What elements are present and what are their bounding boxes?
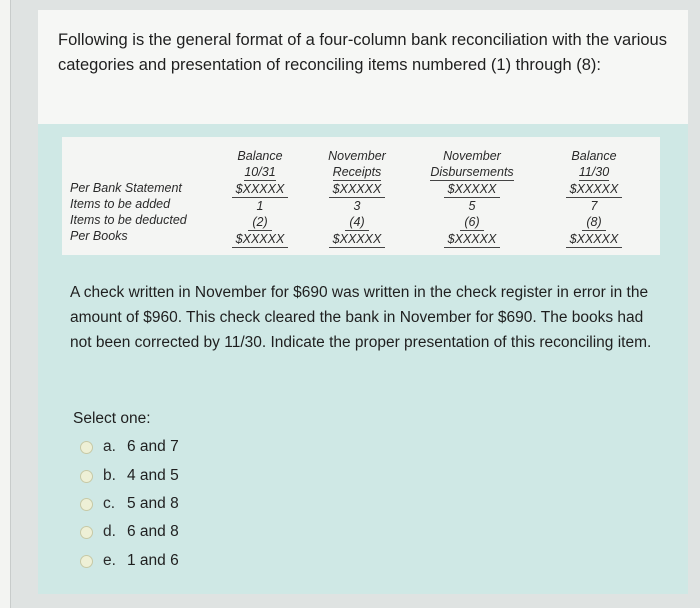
option-letter: e. — [103, 552, 116, 569]
option-letter: a. — [103, 438, 116, 455]
row-label-added: Items to be added — [70, 197, 171, 211]
option-letter: b. — [103, 467, 116, 484]
cell-value: $XXXXX — [232, 231, 289, 248]
col-subheader: Disbursements — [430, 165, 514, 179]
cell-value: (4) — [345, 214, 368, 231]
column-balance-1031 — [220, 148, 300, 248]
row-label-bank: Per Bank Statement — [70, 181, 182, 195]
cell-value: (8) — [582, 214, 605, 231]
option-d[interactable] — [80, 521, 179, 543]
cell-value: 5 — [468, 199, 476, 213]
row-label-deducted: Items to be deducted — [70, 213, 187, 227]
option-a[interactable] — [80, 436, 179, 458]
cell-value: $XXXXX — [566, 181, 623, 198]
row-label-books: Per Books — [70, 229, 128, 243]
option-text: 6 and 8 — [127, 523, 179, 540]
cell-value: $XXXXX — [566, 231, 623, 248]
cell-value: $XXXXX — [444, 181, 501, 198]
option-c[interactable] — [80, 493, 179, 515]
option-text: 1 and 6 — [127, 552, 179, 569]
col-header: Balance — [571, 149, 617, 163]
column-balance-1130 — [552, 148, 636, 248]
cell-value: 3 — [353, 199, 361, 213]
cell-value: $XXXXX — [329, 181, 386, 198]
cell-value: $XXXXX — [444, 231, 501, 248]
radio-button[interactable] — [80, 498, 93, 511]
option-text: 4 and 5 — [127, 467, 179, 484]
cell-value: (2) — [248, 214, 271, 231]
option-e[interactable] — [80, 550, 179, 572]
question-text: Following is the general format of a four-column bank reconciliation with the various categories and presentation of reconciling items numbered (1) through (8): — [58, 31, 667, 74]
col-subheader: 11/30 — [578, 165, 610, 179]
cell-value: (6) — [460, 214, 483, 231]
column-nov-disbursements — [414, 148, 530, 248]
radio-button[interactable] — [80, 470, 93, 483]
select-one-label: Select one: — [73, 410, 151, 427]
option-text: 6 and 7 — [127, 438, 179, 455]
cell-value: $XXXXX — [232, 181, 289, 198]
option-letter: c. — [103, 495, 116, 512]
radio-button[interactable] — [80, 526, 93, 539]
scenario-text: A check written in November for $690 was written in the check register in error in the amount of $960. This check cleared the bank in November for $690. The books had not been corrected by 11/30. Indicate the proper presentation of this reconciling item. — [70, 284, 652, 351]
cell-value: 7 — [590, 199, 598, 213]
reconciliation-table — [62, 137, 660, 255]
col-header: November — [328, 149, 386, 163]
option-b[interactable] — [80, 465, 179, 487]
col-header: November — [443, 149, 501, 163]
radio-button[interactable] — [80, 441, 93, 454]
col-subheader: 10/31 — [244, 165, 276, 179]
column-nov-receipts — [314, 148, 400, 248]
page-edge — [0, 0, 11, 608]
radio-button[interactable] — [80, 555, 93, 568]
option-text: 5 and 8 — [127, 495, 179, 512]
col-subheader: Receipts — [332, 165, 382, 179]
option-letter: d. — [103, 523, 116, 540]
cell-value: $XXXXX — [329, 231, 386, 248]
col-header: Balance — [237, 149, 283, 163]
cell-value: 1 — [256, 199, 264, 213]
